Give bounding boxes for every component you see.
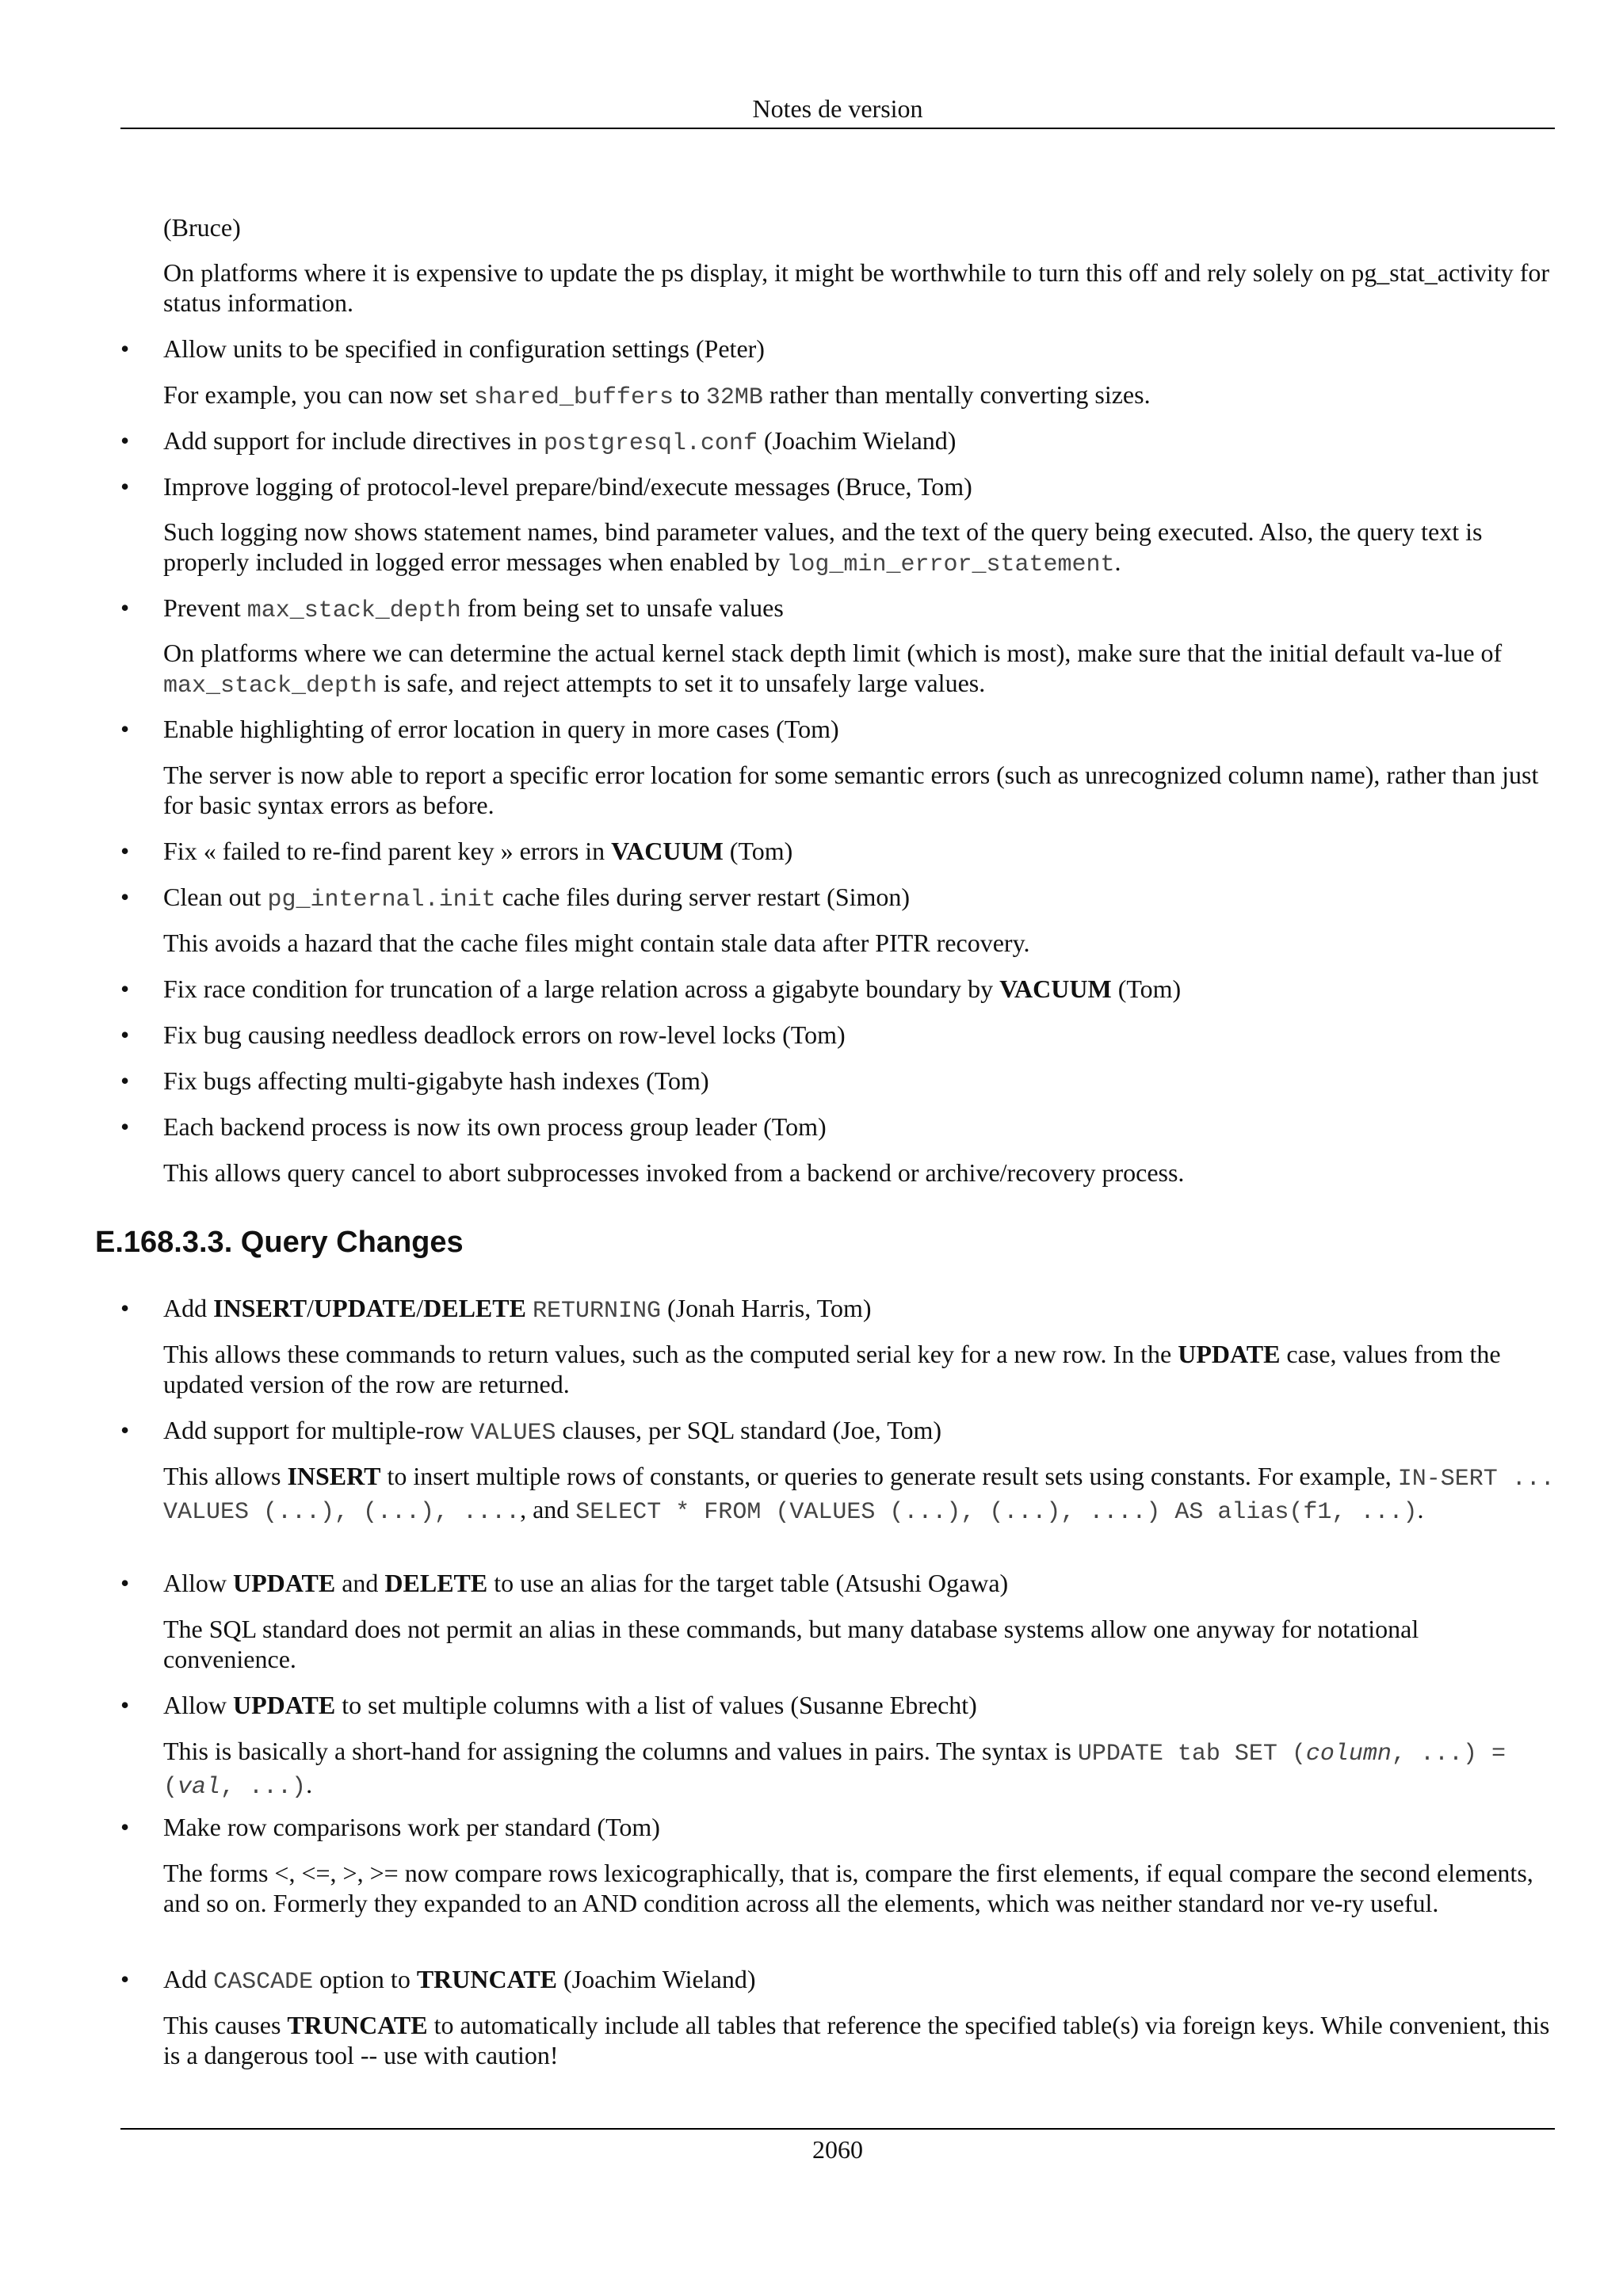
paragraph-row-comparisons-details: The forms <, <=, >, >= now compare rows lexicographically, that is, compare the first elements, if equal compare the second elements, and so on. Formerly they expanded to an AND condition across all the elements, which was neither standard nor ve-ry useful.: [163, 1859, 1533, 1917]
bullet-race-condition: Fix race condition for truncation of a large relation across a gigabyte boundary by VACUUM (Tom): [163, 974, 1182, 1003]
bullet-marker: •: [120, 1965, 130, 1993]
code-values: VALUES: [470, 1420, 556, 1447]
bullet-returning: Add INSERT/UPDATE/DELETE RETURNING (Jonah Harris, Tom): [163, 1294, 872, 1325]
paragraph-ps-display: On platforms where it is expensive to update the ps display, it might be worthwhile to turn this off and rely solely on pg_stat_activity for status information.: [163, 258, 1550, 317]
bullet-include-directives: Add support for include directives in postgresql.conf (Joachim Wieland): [163, 426, 957, 457]
bullet-marker: •: [120, 426, 130, 455]
command-update: UPDATE: [314, 1294, 417, 1322]
command-delete: DELETE: [423, 1294, 526, 1322]
code-max-stack-depth: max_stack_depth: [163, 673, 378, 700]
paragraph-update-syntax: This is basically a short-hand for assigning the columns and values in pairs. The syntax is UPDATE tab SET (column, ...) = (val, ...).: [163, 1737, 1506, 1801]
code-cascade: CASCADE: [213, 1969, 314, 1996]
code-max-stack-depth: max_stack_depth: [246, 597, 461, 624]
bullet-deadlock: Fix bug causing needless deadlock errors on row-level locks (Tom): [163, 1020, 846, 1049]
bullet-marker: •: [120, 974, 130, 1003]
paragraph-multirow-details: This allows INSERT to insert multiple rows of constants, or queries to generate result sets using constants. For example, IN-SERT ... VALUES (...), (...), ...., and SELECT * FROM (VALUES (...), (...), ....) AS alias(f1, ...).: [163, 1462, 1555, 1526]
bullet-marker: •: [120, 715, 130, 743]
bullet-marker: •: [120, 1020, 130, 1049]
page-header: Notes de version: [752, 94, 923, 123]
code-32mb: 32MB: [705, 384, 763, 411]
bullet-marker: •: [120, 837, 130, 865]
footer-rule: [120, 2128, 1555, 2130]
code-update-syntax: UPDATE tab SET (column, ...) = (val, ...): [163, 1741, 1506, 1801]
paragraph-error-location-details: The server is now able to report a specific error location for some semantic errors (such as unrecognized column name), rather than just for basic syntax errors as before.: [163, 761, 1539, 819]
command-insert: INSERT: [287, 1462, 381, 1490]
code-returning: RETURNING: [532, 1298, 661, 1325]
bullet-marker: •: [120, 334, 130, 363]
command-truncate: TRUNCATE: [287, 2011, 428, 2039]
paragraph-query-cancel: This allows query cancel to abort subprocesses invoked from a backend or archive/recovery process.: [163, 1158, 1185, 1187]
bullet-units: Allow units to be specified in configuration settings (Peter): [163, 334, 765, 363]
command-vacuum: VACUUM: [611, 837, 724, 865]
paragraph-author: (Bruce): [163, 213, 241, 242]
command-update: UPDATE: [1178, 1340, 1281, 1368]
code-log-min-error-statement: log_min_error_statement: [786, 551, 1115, 578]
bullet-error-location: Enable highlighting of error location in query in more cases (Tom): [163, 715, 839, 743]
command-insert: INSERT: [213, 1294, 307, 1322]
bullet-truncate-cascade: Add CASCADE option to TRUNCATE (Joachim Wieland): [163, 1965, 756, 1996]
bullet-marker: •: [120, 593, 130, 622]
bullet-marker: •: [120, 1813, 130, 1841]
bullet-marker: •: [120, 1691, 130, 1719]
bullet-marker: •: [120, 1066, 130, 1095]
paragraph-alias-details: The SQL standard does not permit an alias in these commands, but many database systems allow one anyway for notational convenience.: [163, 1615, 1419, 1673]
bullet-marker: •: [120, 883, 130, 911]
bullet-alias-target: Allow UPDATE and DELETE to use an alias for the target table (Atsushi Ogawa): [163, 1569, 1009, 1597]
command-update: UPDATE: [233, 1569, 336, 1597]
section-heading: E.168.3.3. Query Changes: [95, 1226, 464, 1259]
bullet-max-stack-depth: Prevent max_stack_depth from being set to unsafe values: [163, 593, 784, 624]
paragraph-returning-details: This allows these commands to return values, such as the computed serial key for a new row. In the UPDATE case, values from the updated version of the row are returned.: [163, 1340, 1501, 1398]
bullet-row-comparisons: Make row comparisons work per standard (Tom): [163, 1813, 660, 1841]
bullet-process-group: Each backend process is now its own process group leader (Tom): [163, 1112, 827, 1141]
bullet-marker: •: [120, 472, 130, 501]
code-select-values-example: SELECT * FROM (VALUES (...), (...), ....) AS alias(f1, ...): [575, 1499, 1418, 1526]
bullet-marker: •: [120, 1112, 130, 1141]
header-rule: [120, 128, 1555, 129]
bullet-vacuum-parent-key: Fix « failed to re-find parent key » errors in VACUUM (Tom): [163, 837, 793, 865]
command-update: UPDATE: [233, 1691, 336, 1719]
bullet-hash-indexes: Fix bugs affecting multi-gigabyte hash indexes (Tom): [163, 1066, 709, 1095]
paragraph-units-example: For example, you can now set shared_buffers to 32MB rather than mentally converting sizes.: [163, 380, 1151, 411]
bullet-marker: •: [120, 1294, 130, 1322]
bullet-update-multiple-columns: Allow UPDATE to set multiple columns with a list of values (Susanne Ebrecht): [163, 1691, 977, 1719]
paragraph-pitr-hazard: This avoids a hazard that the cache files might contain stale data after PITR recovery.: [163, 929, 1030, 957]
command-vacuum: VACUUM: [999, 974, 1112, 1003]
command-truncate: TRUNCATE: [416, 1965, 558, 1993]
code-shared-buffers: shared_buffers: [473, 384, 674, 411]
code-pg-internal-init: pg_internal.init: [267, 887, 496, 913]
bullet-marker: •: [120, 1416, 130, 1444]
paragraph-stack-depth-details: On platforms where we can determine the actual kernel stack depth limit (which is most), make sure that the initial default va-lue of max_stack_depth is safe, and reject attempts to set it to unsafely large values.: [163, 639, 1503, 700]
bullet-protocol-logging: Improve logging of protocol-level prepare/bind/execute messages (Bruce, Tom): [163, 472, 972, 501]
page-number: 2060: [812, 2135, 863, 2164]
paragraph-truncate-details: This causes TRUNCATE to automatically include all tables that reference the specified table(s) via foreign keys. While convenient, this is a dangerous tool -- use with caution!: [163, 2011, 1550, 2069]
bullet-pg-internal-init: Clean out pg_internal.init cache files during server restart (Simon): [163, 883, 911, 913]
bullet-marker: •: [120, 1569, 130, 1597]
paragraph-logging-details: Such logging now shows statement names, bind parameter values, and the text of the query being executed. Also, the query text is properly included in logged error messages when enabled by log_min_error_statement.: [163, 517, 1483, 578]
command-delete: DELETE: [384, 1569, 488, 1597]
code-postgresql-conf: postgresql.conf: [543, 430, 758, 457]
code-insert-values-example: IN-SERT ... VALUES (...), (...), ....: [163, 1466, 1555, 1526]
bullet-multirow-values: Add support for multiple-row VALUES clauses, per SQL standard (Joe, Tom): [163, 1416, 942, 1447]
